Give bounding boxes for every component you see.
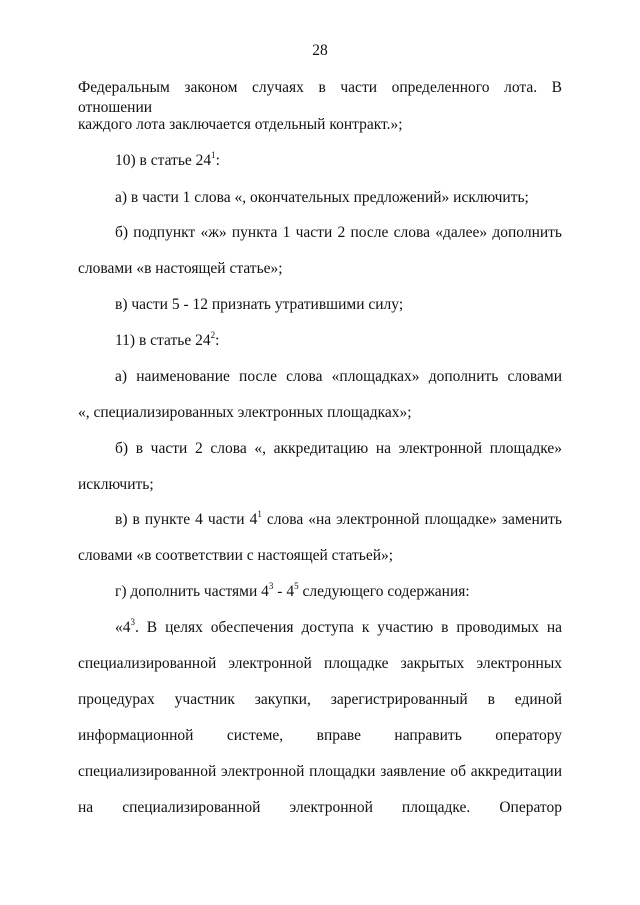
text-line: на специализированной электронной площадке. Оператор [78, 799, 562, 816]
text-line: специализированной электронной площадки заявление об аккредитации [78, 763, 562, 780]
text-line: «$4^3$. В целях обеспечения доступа к участию в проводимых на [115, 616, 562, 636]
text-line: Федеральным законом случаях в части определенного лота. В отношении [78, 79, 562, 116]
text-line: в) части 5 - 12 признать утратившими силу; [115, 296, 404, 313]
text-line: б) подпункт «ж» пункта 1 части 2 после слова «далее» дополнить [115, 224, 562, 241]
text-line: каждого лота заключается отдельный контракт.»; [78, 116, 403, 133]
text-line: в) в пункте 4 части $4^1$ слова «на электронной площадке» заменить [115, 508, 562, 528]
page-number: 28 [312, 42, 328, 59]
text-line: а) в части 1 слова «, окончательных предложений» исключить; [115, 189, 529, 206]
text-line: «, специализированных электронных площадках»; [78, 404, 412, 421]
text-line: исключить; [78, 476, 154, 493]
text-line: процедурах участник закупки, зарегистрированный в единой [78, 691, 562, 708]
text-line: словами «в соответствии с настоящей статьей»; [78, 547, 394, 564]
text-line: г) дополнить частями $4^3 - 4^5$ следующего содержания: [115, 580, 470, 600]
text-line: 11) в статье $24^2$: [115, 329, 220, 349]
text-line: словами «в настоящей статье»; [78, 260, 283, 277]
text-line: информационной системе, вправе направить оператору [78, 727, 562, 744]
text-line: б) в части 2 слова «, аккредитацию на электронной площадке» [115, 440, 562, 457]
text-line: специализированной электронной площадке закрытых электронных [78, 655, 562, 672]
text-line: а) наименование после слова «площадках» дополнить словами [115, 368, 562, 385]
text-line: 10) в статье $24^1$: [115, 149, 220, 169]
